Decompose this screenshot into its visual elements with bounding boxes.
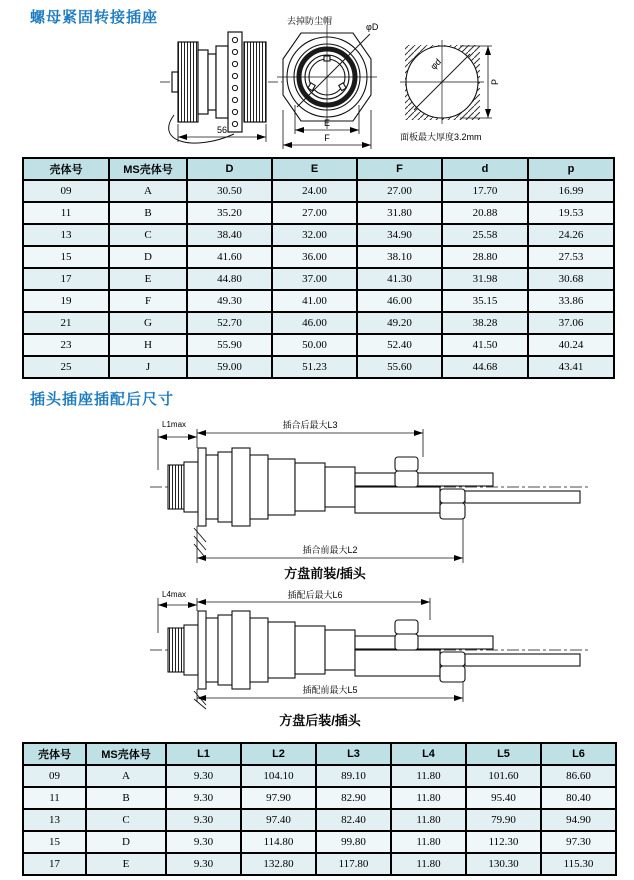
column-header: d [442, 158, 528, 180]
table-cell: 32.00 [272, 224, 357, 246]
connector-assembly-profile [150, 611, 590, 709]
table-cell: 13 [23, 224, 109, 246]
column-header: L5 [466, 743, 541, 765]
table-cell: 130.30 [466, 853, 541, 875]
column-header: L1 [166, 743, 241, 765]
column-header: MS壳体号 [109, 158, 187, 180]
table-row [23, 334, 614, 356]
table-row [23, 787, 616, 809]
dust-cap-note: 去掉防尘帽 [287, 16, 333, 26]
table-cell: 104.10 [241, 765, 316, 787]
table-row [23, 765, 616, 787]
rear-mount-caption: 方盘后装/插头 [279, 713, 361, 728]
table-cell: 40.24 [528, 334, 614, 356]
front-mount-caption: 方盘前装/插头 [284, 566, 366, 581]
section2-title: 插头插座插配后尺寸 [30, 391, 175, 408]
column-header: L2 [241, 743, 316, 765]
table-cell: E [109, 268, 187, 290]
table-cell: 9.30 [166, 831, 241, 853]
table-cell: 09 [23, 180, 109, 202]
dim-L6-label: 插配后最大L6 [287, 590, 343, 600]
column-header: D [187, 158, 272, 180]
section1-title: 螺母紧固转接插座 [30, 9, 159, 26]
table-cell: 97.90 [241, 787, 316, 809]
table-cell: 23 [23, 334, 109, 356]
table-cell: E [86, 853, 166, 875]
dim-56-label: 56 [216, 125, 228, 135]
table-cell: 55.90 [187, 334, 272, 356]
table-cell: B [86, 787, 166, 809]
panel-thickness-note: 面板最大厚度3.2mm [400, 132, 482, 142]
table-cell: 97.30 [541, 831, 616, 853]
table-cell: 132.80 [241, 853, 316, 875]
table-cell: 49.30 [187, 290, 272, 312]
table-cell: 24.26 [528, 224, 614, 246]
table-cell: 52.70 [187, 312, 272, 334]
table-cell: 17 [23, 268, 109, 290]
table-cell: 9.30 [166, 853, 241, 875]
table-row [23, 312, 614, 334]
table-cell: D [86, 831, 166, 853]
table-row [23, 202, 614, 224]
table-cell: 41.00 [272, 290, 357, 312]
table-cell: A [109, 180, 187, 202]
dim-F-label: F [324, 133, 330, 143]
table-cell: 112.30 [466, 831, 541, 853]
dim-L4max-label: L4max [162, 590, 187, 599]
table-cell: 24.00 [272, 180, 357, 202]
table-cell: 11.80 [391, 831, 466, 853]
table-cell: 43.41 [528, 356, 614, 378]
table-cell: 51.23 [272, 356, 357, 378]
table-cell: 17 [23, 853, 86, 875]
table-cell: 19.53 [528, 202, 614, 224]
table-cell: 94.90 [541, 809, 616, 831]
dim-L1max-label: L1max [162, 420, 187, 429]
table-row [23, 180, 614, 202]
panel-cutout-view [400, 40, 492, 124]
table-cell: 27.00 [272, 202, 357, 224]
table-cell: 38.28 [442, 312, 528, 334]
table-row [23, 246, 614, 268]
table-cell: 86.60 [541, 765, 616, 787]
table-cell: 15 [23, 246, 109, 268]
dim-L5-label: 插配前最大L5 [302, 685, 358, 695]
table-cell: 11.80 [391, 809, 466, 831]
dim-E-label: E [323, 118, 331, 128]
column-header: 壳体号 [23, 743, 86, 765]
table-row [23, 224, 614, 246]
phi-D-label: φD [366, 22, 379, 32]
table1-header-row [23, 158, 614, 180]
table-cell: 31.98 [442, 268, 528, 290]
table-cell: 117.80 [316, 853, 391, 875]
connector-front-view [277, 25, 377, 149]
table-row [23, 268, 614, 290]
table-cell: 59.00 [187, 356, 272, 378]
table-cell: 11 [23, 202, 109, 224]
table-cell: 15 [23, 831, 86, 853]
table-cell: 20.88 [442, 202, 528, 224]
table-row [23, 831, 616, 853]
table-cell: 9.30 [166, 765, 241, 787]
dim-P-label: P [490, 78, 500, 85]
table-row [23, 290, 614, 312]
table-cell: 9.30 [166, 787, 241, 809]
column-header: MS壳体号 [86, 743, 166, 765]
table-cell: 11.80 [391, 765, 466, 787]
table-cell: F [109, 290, 187, 312]
table-cell: 16.99 [528, 180, 614, 202]
column-header: L3 [316, 743, 391, 765]
table-cell: 44.68 [442, 356, 528, 378]
table-cell: 34.90 [357, 224, 442, 246]
table-cell: 17.70 [442, 180, 528, 202]
table-row [23, 853, 616, 875]
column-header: L6 [541, 743, 616, 765]
table-cell: 41.30 [357, 268, 442, 290]
table-cell: 30.68 [528, 268, 614, 290]
table-cell: 49.20 [357, 312, 442, 334]
table-cell: J [109, 356, 187, 378]
mated-front-mount-drawing [150, 415, 620, 573]
table-cell: C [109, 224, 187, 246]
table-cell: D [109, 246, 187, 268]
table-cell: 46.00 [357, 290, 442, 312]
table-cell: 55.60 [357, 356, 442, 378]
table-cell: 27.53 [528, 246, 614, 268]
dim-L2-label: 插合前最大L2 [302, 545, 358, 555]
table2-header-row [23, 743, 616, 765]
table-row [23, 356, 614, 378]
table-cell: 35.20 [187, 202, 272, 224]
table-cell: 31.80 [357, 202, 442, 224]
table-cell: 25 [23, 356, 109, 378]
table-cell: 52.40 [357, 334, 442, 356]
table-cell: 9.30 [166, 809, 241, 831]
table-cell: 19 [23, 290, 109, 312]
table-cell: 11 [23, 787, 86, 809]
table-cell: 99.80 [316, 831, 391, 853]
table-cell: 38.40 [187, 224, 272, 246]
table-cell: 82.90 [316, 787, 391, 809]
mated-rear-mount-drawing [150, 588, 620, 710]
shell-dimension-table [22, 157, 615, 379]
table-cell: 115.30 [541, 853, 616, 875]
table-cell: 38.10 [357, 246, 442, 268]
table-row [23, 809, 616, 831]
table-cell: 95.40 [466, 787, 541, 809]
connector-dimension-drawing [150, 10, 500, 160]
table-cell: 50.00 [272, 334, 357, 356]
table-cell: G [109, 312, 187, 334]
column-header: E [272, 158, 357, 180]
column-header: L4 [391, 743, 466, 765]
table-cell: 101.60 [466, 765, 541, 787]
table-cell: 27.00 [357, 180, 442, 202]
table-cell: 25.58 [442, 224, 528, 246]
table-cell: 79.90 [466, 809, 541, 831]
table-cell: 41.50 [442, 334, 528, 356]
table-cell: 28.80 [442, 246, 528, 268]
table-cell: 11.80 [391, 787, 466, 809]
table-cell: 89.10 [316, 765, 391, 787]
dim-L3-label: 插合后最大L3 [282, 420, 338, 430]
table-cell: 37.06 [528, 312, 614, 334]
table-cell: 13 [23, 809, 86, 831]
column-header: F [357, 158, 442, 180]
table-cell: 46.00 [272, 312, 357, 334]
table-cell: 11.80 [391, 853, 466, 875]
table-cell: 114.80 [241, 831, 316, 853]
table1-body [23, 180, 614, 378]
table-cell: 44.80 [187, 268, 272, 290]
table2-body [23, 765, 616, 875]
table-cell: C [86, 809, 166, 831]
table-cell: 36.00 [272, 246, 357, 268]
table-cell: 97.40 [241, 809, 316, 831]
table-cell: A [86, 765, 166, 787]
connector-assembly-profile [150, 448, 590, 556]
table-cell: 30.50 [187, 180, 272, 202]
table-cell: 35.15 [442, 290, 528, 312]
table-cell: B [109, 202, 187, 224]
column-header: 壳体号 [23, 158, 109, 180]
column-header: p [528, 158, 614, 180]
table-cell: 33.86 [528, 290, 614, 312]
mated-length-table [22, 742, 617, 876]
table-cell: H [109, 334, 187, 356]
table-cell: 82.40 [316, 809, 391, 831]
table-cell: 37.00 [272, 268, 357, 290]
table-cell: 09 [23, 765, 86, 787]
table-cell: 21 [23, 312, 109, 334]
table-cell: 80.40 [541, 787, 616, 809]
table-cell: 41.60 [187, 246, 272, 268]
phi-d-label: φd [428, 56, 444, 72]
